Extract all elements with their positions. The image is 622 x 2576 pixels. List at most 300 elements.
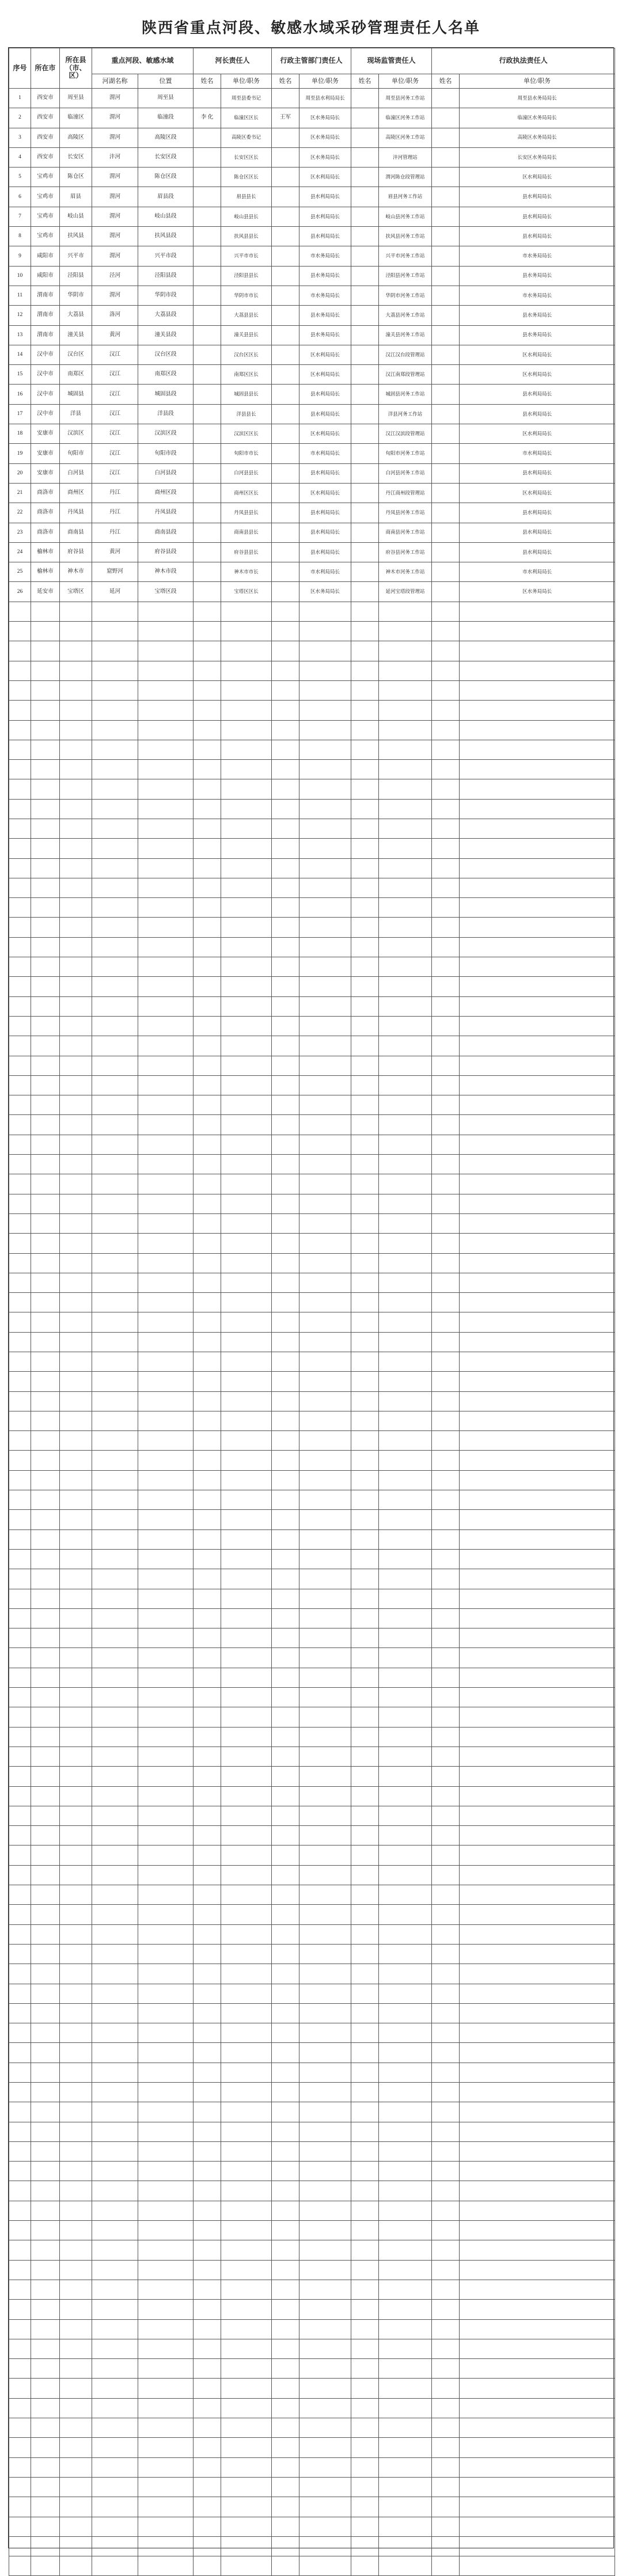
cell-location (138, 977, 194, 996)
cell-city (31, 1213, 60, 1233)
cell-site-name (351, 1372, 379, 1391)
cell-seq (9, 1628, 31, 1648)
cell-chief-unit (221, 1411, 272, 1430)
cell-law-name (432, 898, 460, 918)
cell-location (138, 1016, 194, 1036)
cell-chief-unit: 泾阳县县长 (221, 266, 272, 286)
cell-admin-unit (299, 2221, 351, 2240)
table-row (9, 1806, 615, 1825)
cell-county (60, 661, 92, 680)
cell-location (138, 1688, 194, 1707)
cell-location (138, 1767, 194, 1786)
cell-county: 华阴市 (60, 286, 92, 305)
cell-law-unit: 周至县水务局局长 (460, 89, 615, 108)
cell-law-unit (460, 977, 615, 996)
cell-law-name (432, 345, 460, 364)
cell-admin-unit (299, 1391, 351, 1411)
cell-site-unit: 大荔县河务工作站 (379, 306, 432, 325)
cell-law-unit: 县水利局局长 (460, 385, 615, 404)
cell-admin-unit (299, 1944, 351, 1964)
cell-law-unit (460, 2162, 615, 2181)
cell-seq (9, 2162, 31, 2181)
cell-chief-unit (221, 2359, 272, 2379)
header-admin-group: 行政主管部门责任人 (272, 48, 351, 74)
cell-law-unit (460, 1155, 615, 1174)
cell-law-unit (460, 1589, 615, 1608)
cell-site-name (351, 858, 379, 878)
cell-law-name (432, 1332, 460, 1352)
cell-river (92, 1253, 138, 1273)
cell-seq (9, 1451, 31, 1470)
cell-chief-unit: 兴平市市长 (221, 246, 272, 266)
cell-seq: 22 (9, 503, 31, 523)
cell-river: 渭河 (92, 246, 138, 266)
cell-admin-name (272, 385, 299, 404)
cell-chief-name (194, 680, 221, 700)
cell-location (138, 2556, 194, 2576)
cell-city: 汉中市 (31, 385, 60, 404)
cell-law-unit: 县水利局局长 (460, 404, 615, 424)
cell-county: 宝塔区 (60, 582, 92, 602)
cell-chief-name (194, 1964, 221, 1984)
cell-admin-name (272, 1510, 299, 1529)
cell-admin-unit (299, 1767, 351, 1786)
cell-location (138, 1865, 194, 1885)
cell-county (60, 1273, 92, 1292)
cell-admin-unit (299, 701, 351, 720)
table-row (9, 1589, 615, 1608)
cell-site-name (351, 701, 379, 720)
cell-seq: 20 (9, 463, 31, 483)
cell-county (60, 2517, 92, 2536)
table-row (9, 2556, 615, 2576)
cell-river (92, 2319, 138, 2339)
cell-chief-name (194, 1391, 221, 1411)
cell-city (31, 1174, 60, 1194)
cell-seq: 16 (9, 385, 31, 404)
cell-site-unit (379, 680, 432, 700)
cell-law-name (432, 2339, 460, 2358)
cell-site-name (351, 602, 379, 621)
cell-river (92, 1036, 138, 1056)
table-row (9, 365, 615, 385)
cell-admin-unit: 区水利局局长 (299, 345, 351, 364)
cell-river (92, 1016, 138, 1036)
header-chief-unit: 单位/职务 (221, 74, 272, 89)
cell-county: 南郑区 (60, 365, 92, 385)
cell-location (138, 1924, 194, 1944)
cell-site-name (351, 2497, 379, 2517)
cell-chief-name (194, 799, 221, 819)
cell-river (92, 1806, 138, 1825)
table-row (9, 1648, 615, 1668)
table-row (9, 2319, 615, 2339)
cell-location (138, 1451, 194, 1470)
cell-location (138, 2339, 194, 2358)
cell-chief-name (194, 1984, 221, 2003)
cell-chief-name (194, 1016, 221, 1036)
table-row (9, 1746, 615, 1766)
cell-location (138, 1332, 194, 1352)
cell-seq (9, 1470, 31, 1490)
cell-location (138, 1944, 194, 1964)
cell-chief-name (194, 2141, 221, 2161)
table-row (9, 2418, 615, 2438)
cell-site-name (351, 207, 379, 226)
cell-law-unit (460, 1608, 615, 1628)
cell-site-unit (379, 2260, 432, 2280)
cell-site-name (351, 740, 379, 759)
cell-county (60, 2457, 92, 2477)
cell-city (31, 1332, 60, 1352)
cell-site-name (351, 2240, 379, 2260)
table-row (9, 1549, 615, 1569)
table-row (9, 1075, 615, 1095)
cell-county (60, 2003, 92, 2023)
table-row (9, 1115, 615, 1135)
table-row (9, 2477, 615, 2497)
cell-city: 宝鸡市 (31, 168, 60, 187)
cell-chief-unit (221, 1767, 272, 1786)
cell-site-unit (379, 918, 432, 937)
cell-admin-name (272, 128, 299, 147)
cell-law-unit: 县水利局局长 (460, 523, 615, 542)
cell-admin-name (272, 1115, 299, 1135)
cell-seq (9, 2300, 31, 2319)
cell-site-unit (379, 2082, 432, 2102)
cell-law-name (432, 424, 460, 444)
cell-law-unit (460, 2398, 615, 2418)
cell-law-unit (460, 602, 615, 621)
cell-river (92, 1846, 138, 1865)
cell-law-name (432, 168, 460, 187)
cell-city (31, 1135, 60, 1154)
cell-admin-name (272, 1589, 299, 1608)
cell-chief-unit (221, 2003, 272, 2023)
cell-chief-name (194, 2497, 221, 2517)
cell-site-name (351, 1075, 379, 1095)
cell-location: 府谷县段 (138, 542, 194, 562)
cell-county (60, 2398, 92, 2418)
table-row (9, 2339, 615, 2358)
cell-county: 兴平市 (60, 246, 92, 266)
cell-county (60, 1885, 92, 1905)
cell-chief-unit (221, 1885, 272, 1905)
cell-location: 旬阳市段 (138, 444, 194, 463)
cell-city (31, 2438, 60, 2457)
table-row (9, 1569, 615, 1589)
cell-admin-name (272, 2457, 299, 2477)
cell-law-unit (460, 819, 615, 838)
cell-chief-name (194, 1470, 221, 1490)
cell-location (138, 2122, 194, 2141)
cell-law-name (432, 641, 460, 661)
cell-city (31, 898, 60, 918)
cell-location: 神木市段 (138, 562, 194, 582)
cell-location (138, 2438, 194, 2457)
cell-law-name (432, 740, 460, 759)
cell-city (31, 799, 60, 819)
cell-city (31, 839, 60, 858)
cell-city (31, 1372, 60, 1391)
cell-chief-name (194, 1944, 221, 1964)
cell-chief-unit: 汉台区区长 (221, 345, 272, 364)
cell-law-name (432, 1767, 460, 1786)
cell-law-unit (460, 1549, 615, 1569)
cell-river (92, 2280, 138, 2299)
table-row (9, 89, 615, 108)
cell-location (138, 1786, 194, 1806)
cell-law-unit (460, 641, 615, 661)
cell-site-unit (379, 1767, 432, 1786)
cell-admin-name (272, 1865, 299, 1885)
cell-admin-unit (299, 898, 351, 918)
cell-river (92, 1332, 138, 1352)
cell-admin-unit: 市水务局局长 (299, 286, 351, 305)
cell-location (138, 720, 194, 740)
cell-location (138, 1253, 194, 1273)
cell-law-unit (460, 937, 615, 957)
cell-site-name (351, 1529, 379, 1549)
cell-city (31, 2162, 60, 2181)
cell-site-unit (379, 2201, 432, 2220)
cell-seq (9, 1964, 31, 1984)
table-row (9, 1707, 615, 1727)
cell-site-name (351, 1056, 379, 1075)
cell-chief-name (194, 2418, 221, 2438)
cell-city (31, 2122, 60, 2141)
cell-city (31, 1253, 60, 1273)
cell-chief-name (194, 937, 221, 957)
cell-site-name (351, 1095, 379, 1115)
table-row (9, 2398, 615, 2418)
cell-city (31, 1944, 60, 1964)
cell-law-name (432, 503, 460, 523)
cell-location (138, 622, 194, 641)
cell-admin-unit: 区水务局局长 (299, 108, 351, 128)
cell-city (31, 1668, 60, 1687)
cell-law-unit (460, 2122, 615, 2141)
cell-law-unit (460, 2003, 615, 2023)
cell-river (92, 1510, 138, 1529)
table-row (9, 1668, 615, 1687)
cell-seq (9, 2398, 31, 2418)
cell-seq: 6 (9, 187, 31, 207)
cell-location (138, 1312, 194, 1332)
cell-chief-unit (221, 1608, 272, 1628)
cell-site-unit (379, 2497, 432, 2517)
cell-chief-name (194, 2339, 221, 2358)
cell-site-unit (379, 2438, 432, 2457)
cell-seq: 23 (9, 523, 31, 542)
cell-seq (9, 1194, 31, 1213)
cell-chief-name (194, 1826, 221, 1846)
cell-city (31, 1786, 60, 1806)
cell-river: 延河 (92, 582, 138, 602)
cell-city (31, 2102, 60, 2122)
cell-admin-unit (299, 1490, 351, 1510)
table-row (9, 463, 615, 483)
cell-law-unit (460, 1767, 615, 1786)
table-row (9, 602, 615, 621)
cell-law-name (432, 1451, 460, 1470)
cell-law-name (432, 325, 460, 345)
cell-law-unit (460, 1885, 615, 1905)
cell-city: 榆林市 (31, 542, 60, 562)
cell-county (60, 1846, 92, 1865)
cell-city (31, 2418, 60, 2438)
cell-site-unit (379, 1293, 432, 1312)
cell-county: 汉滨区 (60, 424, 92, 444)
cell-law-name (432, 2477, 460, 2497)
table-row (9, 1391, 615, 1411)
cell-river: 汉江 (92, 365, 138, 385)
cell-law-name (432, 463, 460, 483)
cell-city (31, 1490, 60, 1510)
cell-law-name (432, 1984, 460, 2003)
cell-county (60, 918, 92, 937)
cell-city (31, 661, 60, 680)
cell-admin-unit (299, 918, 351, 937)
cell-city (31, 2457, 60, 2477)
cell-city (31, 779, 60, 799)
table-row (9, 1312, 615, 1332)
cell-admin-name (272, 839, 299, 858)
cell-admin-name (272, 1016, 299, 1036)
cell-city: 西安市 (31, 89, 60, 108)
cell-admin-name (272, 483, 299, 503)
cell-admin-name (272, 2497, 299, 2517)
cell-site-unit (379, 1905, 432, 1924)
cell-law-name (432, 996, 460, 1016)
cell-site-unit (379, 1924, 432, 1944)
cell-location: 商南县段 (138, 523, 194, 542)
cell-seq (9, 819, 31, 838)
cell-chief-unit (221, 957, 272, 977)
cell-law-unit (460, 2201, 615, 2220)
cell-site-unit (379, 1194, 432, 1213)
cell-admin-unit (299, 2260, 351, 2280)
cell-admin-unit: 市水利局局长 (299, 562, 351, 582)
cell-site-name (351, 2221, 379, 2240)
cell-county (60, 1648, 92, 1668)
cell-admin-unit (299, 2517, 351, 2536)
cell-admin-name (272, 680, 299, 700)
cell-river (92, 1352, 138, 1372)
cell-admin-name (272, 404, 299, 424)
cell-admin-unit (299, 1431, 351, 1451)
cell-seq (9, 1411, 31, 1430)
cell-admin-name (272, 2201, 299, 2220)
table-row (9, 582, 615, 602)
cell-chief-name (194, 424, 221, 444)
cell-county (60, 1075, 92, 1095)
cell-law-name (432, 187, 460, 207)
cell-chief-unit: 府谷县县长 (221, 542, 272, 562)
cell-county (60, 2477, 92, 2497)
cell-county (60, 1924, 92, 1944)
cell-county (60, 2043, 92, 2063)
cell-site-name (351, 1589, 379, 1608)
cell-law-name (432, 2102, 460, 2122)
table-row (9, 2181, 615, 2201)
cell-seq (9, 1036, 31, 1056)
cell-admin-name (272, 207, 299, 226)
cell-chief-unit (221, 779, 272, 799)
cell-river (92, 1865, 138, 1885)
cell-site-unit (379, 2339, 432, 2358)
cell-location (138, 1036, 194, 1056)
cell-location: 高陵区段 (138, 128, 194, 147)
cell-seq: 7 (9, 207, 31, 226)
cell-chief-name (194, 918, 221, 937)
cell-admin-unit (299, 1905, 351, 1924)
cell-site-name (351, 1767, 379, 1786)
cell-chief-name (194, 1213, 221, 1233)
cell-river (92, 1549, 138, 1569)
cell-chief-name (194, 266, 221, 286)
cell-river (92, 918, 138, 937)
cell-seq (9, 937, 31, 957)
cell-law-unit: 市水务局局长 (460, 246, 615, 266)
cell-location (138, 1174, 194, 1194)
cell-law-name (432, 306, 460, 325)
cell-site-name (351, 680, 379, 700)
cell-chief-name (194, 463, 221, 483)
cell-chief-unit (221, 1194, 272, 1213)
cell-chief-name (194, 602, 221, 621)
cell-location (138, 2319, 194, 2339)
cell-admin-unit: 区水利局局长 (299, 424, 351, 444)
cell-seq (9, 1372, 31, 1391)
cell-law-name (432, 1253, 460, 1273)
cell-chief-name (194, 2556, 221, 2576)
cell-admin-name (272, 1786, 299, 1806)
cell-admin-unit (299, 1688, 351, 1707)
cell-county (60, 1510, 92, 1529)
cell-chief-unit (221, 2379, 272, 2398)
cell-city (31, 1608, 60, 1628)
cell-county (60, 1707, 92, 1727)
cell-chief-name (194, 2240, 221, 2260)
cell-location: 眉县段 (138, 187, 194, 207)
cell-location: 城固县段 (138, 385, 194, 404)
cell-admin-name (272, 1352, 299, 1372)
cell-seq: 18 (9, 424, 31, 444)
cell-admin-name (272, 760, 299, 779)
cell-site-unit (379, 1451, 432, 1470)
cell-law-name (432, 2457, 460, 2477)
cell-admin-name (272, 503, 299, 523)
cell-chief-unit (221, 1549, 272, 1569)
cell-admin-unit (299, 2497, 351, 2517)
cell-admin-unit (299, 1589, 351, 1608)
table-row (9, 1174, 615, 1194)
cell-chief-name (194, 1569, 221, 1589)
cell-chief-unit (221, 1529, 272, 1549)
cell-chief-unit (221, 602, 272, 621)
cell-location (138, 2240, 194, 2260)
cell-site-name (351, 227, 379, 246)
cell-law-name (432, 542, 460, 562)
cell-admin-name (272, 1746, 299, 1766)
cell-seq (9, 2339, 31, 2358)
cell-seq (9, 1075, 31, 1095)
cell-location (138, 937, 194, 957)
cell-river (92, 1194, 138, 1213)
cell-chief-unit: 旬阳市市长 (221, 444, 272, 463)
cell-county (60, 1905, 92, 1924)
